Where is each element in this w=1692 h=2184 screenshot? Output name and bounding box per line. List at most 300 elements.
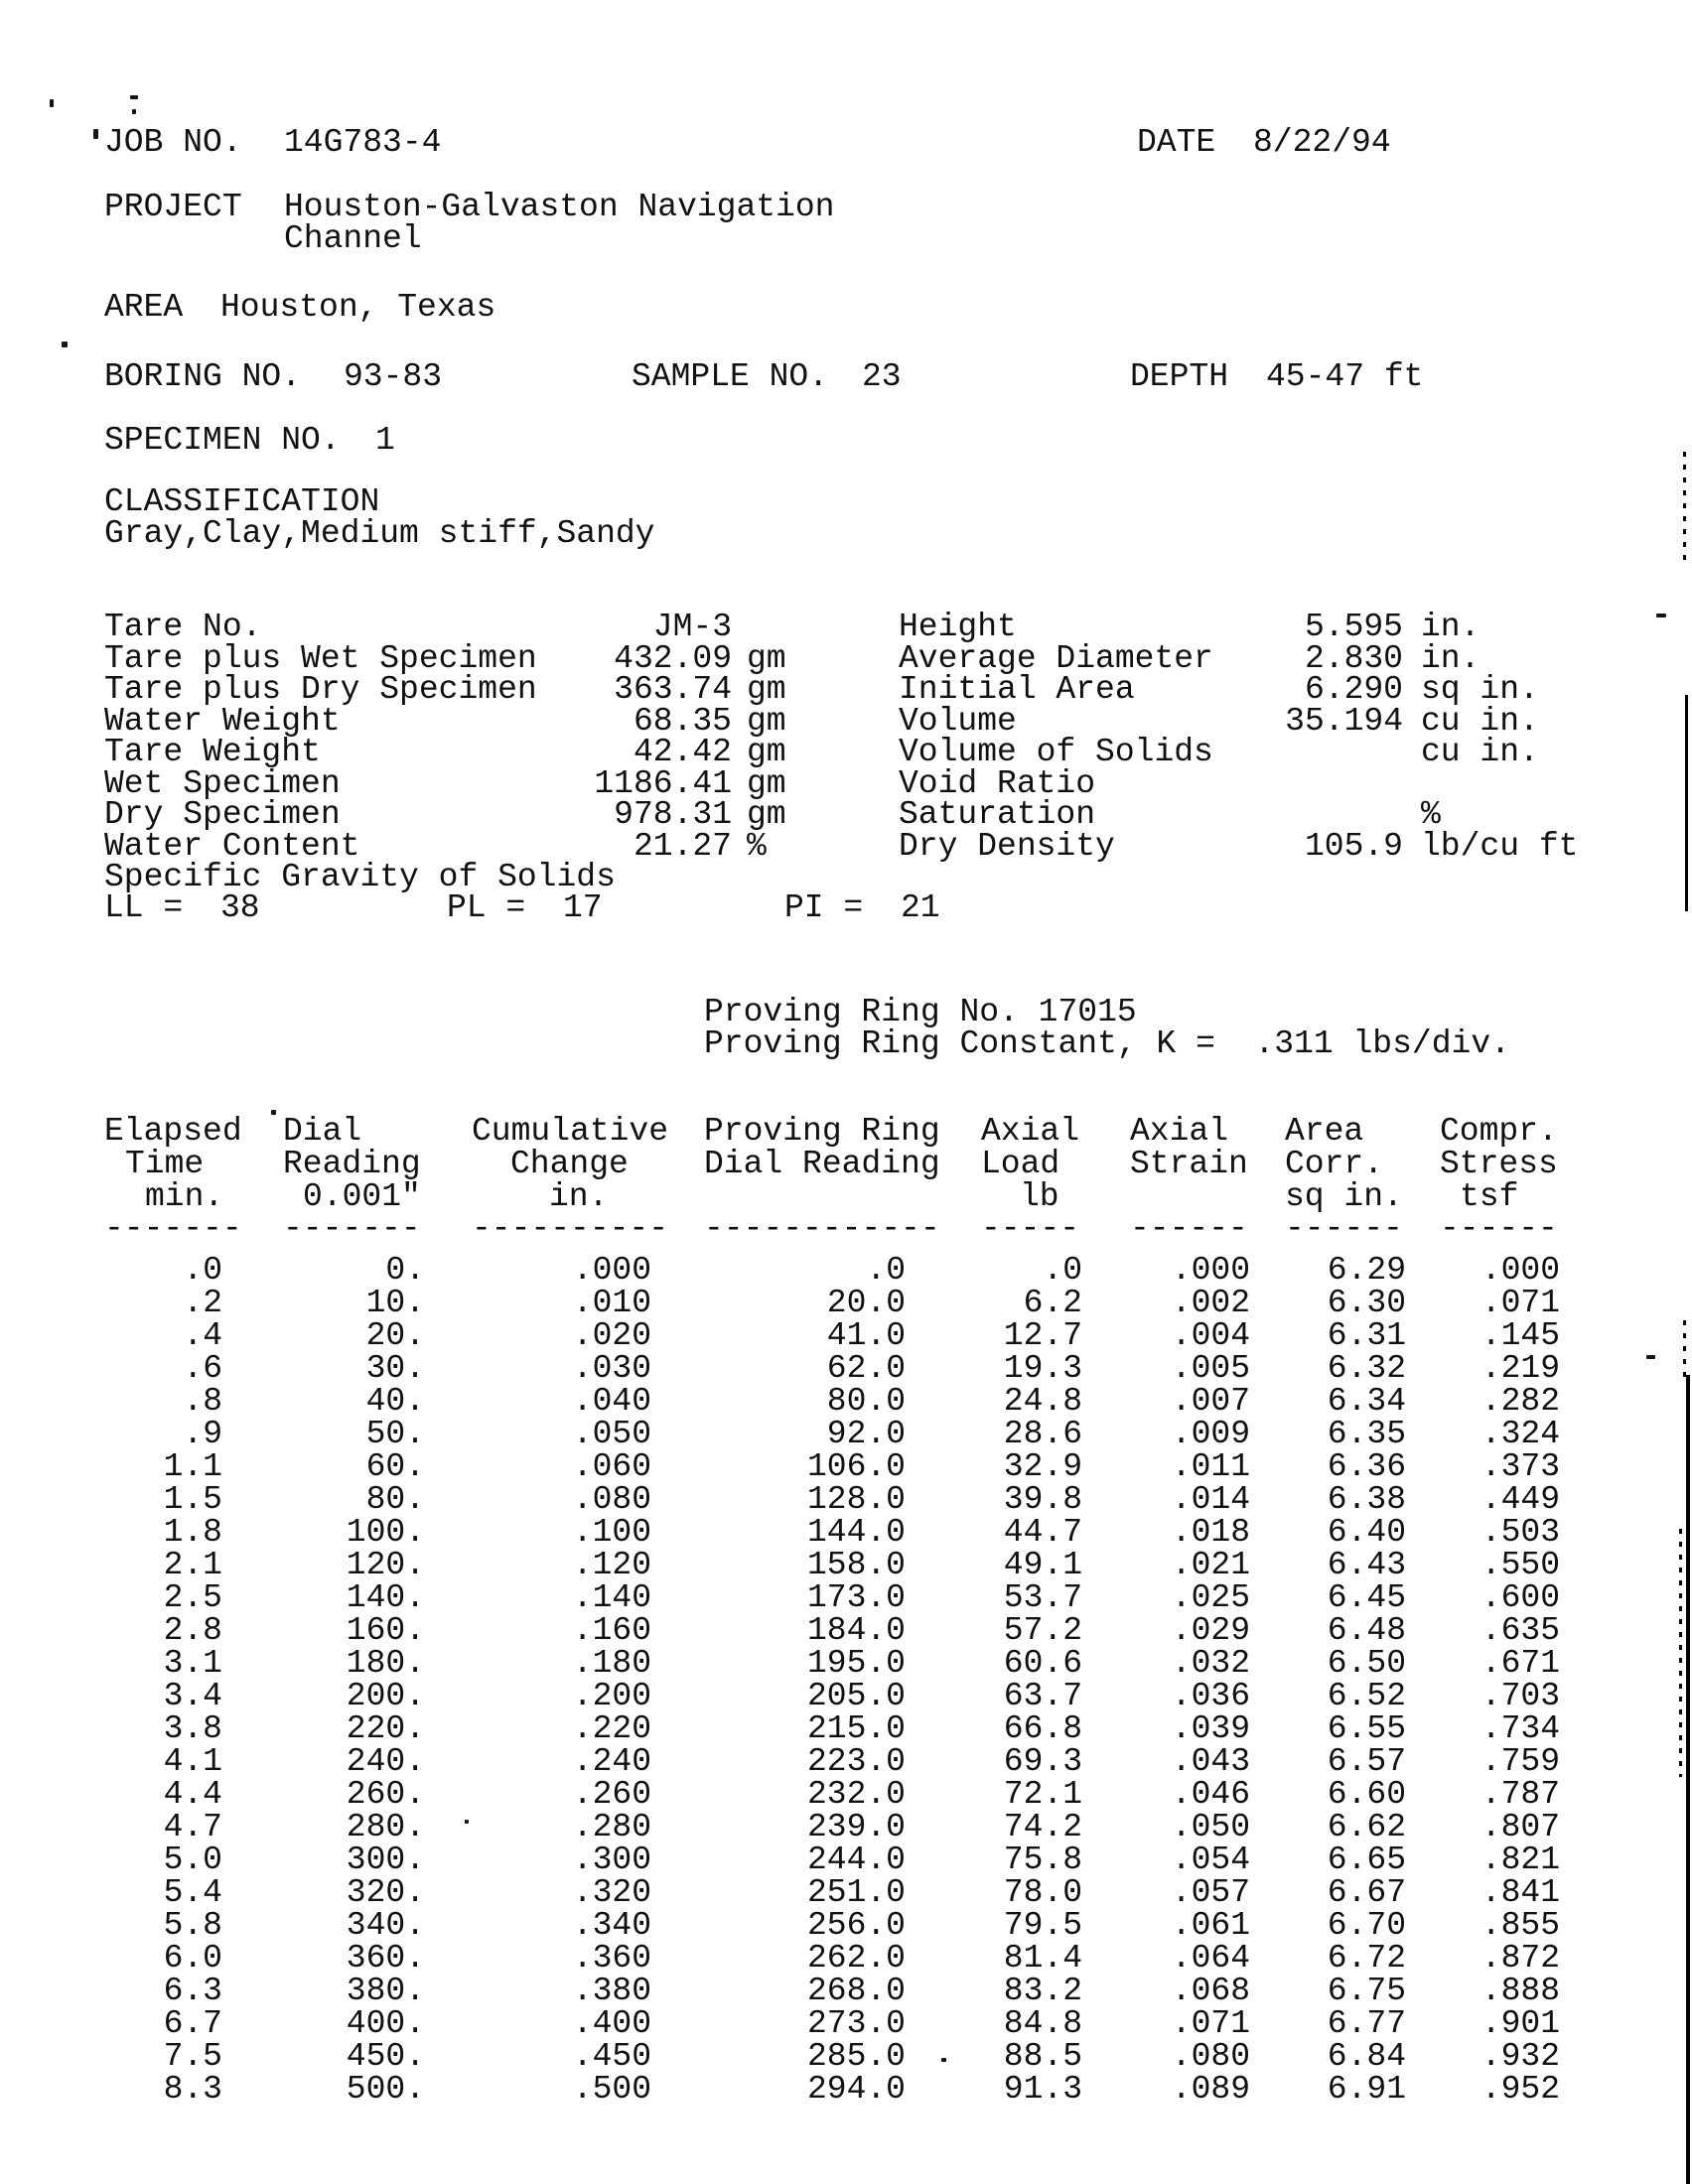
table-cell: 24.8 — [1003, 1383, 1082, 1420]
table-cell: .100 — [572, 1514, 651, 1551]
specimen-left-value: 363.74 — [614, 671, 732, 708]
specimen-right-label: Void Ratio — [899, 764, 1096, 802]
specimen-right-value: 105.9 — [1304, 827, 1403, 865]
scan-speck — [941, 2058, 946, 2062]
table-cell: .009 — [1171, 1416, 1250, 1452]
depth-value: 45-47 ft — [1266, 358, 1424, 395]
table-cell: 84.8 — [1003, 2005, 1082, 2042]
boring-no-value: 93-83 — [344, 358, 443, 395]
specimen-left-unit: gm — [747, 671, 786, 708]
table-cell: 6.32 — [1327, 1350, 1406, 1387]
specimen-right-unit: lb/cu ft — [1421, 827, 1579, 865]
specimen-right-label: Dry Density — [899, 827, 1115, 865]
scan-edge-dots — [1679, 1529, 1682, 1777]
table-cell: .635 — [1480, 1612, 1560, 1649]
table-cell: .014 — [1171, 1481, 1250, 1518]
table-cell: .029 — [1171, 1612, 1250, 1649]
scan-speck — [50, 99, 54, 107]
table-cell: 60.6 — [1003, 1645, 1082, 1682]
table-cell: .050 — [1171, 1809, 1250, 1845]
pl-value: 17 — [563, 889, 603, 926]
table-cell: 239.0 — [806, 1809, 906, 1845]
table-cell: .759 — [1480, 1743, 1560, 1780]
table-cell: 5.4 — [163, 1874, 222, 1911]
table-cell: 53.7 — [1003, 1579, 1082, 1616]
table-cell: .932 — [1480, 2038, 1560, 2075]
scan-edge-dots — [1683, 452, 1686, 566]
col-header-line1: Proving Ring — [704, 1113, 940, 1150]
table-cell: .260 — [572, 1776, 651, 1813]
col-header-line2: Stress — [1440, 1146, 1558, 1182]
table-cell: 6.48 — [1327, 1612, 1406, 1649]
table-cell: 60. — [365, 1448, 425, 1485]
specimen-right-label: Average Diameter — [899, 639, 1213, 677]
table-cell: .503 — [1480, 1514, 1560, 1551]
table-cell: .671 — [1480, 1645, 1560, 1682]
table-cell: 62.0 — [826, 1350, 906, 1387]
table-cell: 380. — [346, 1973, 425, 2009]
scan-edge-line — [1685, 695, 1688, 911]
table-cell: 223.0 — [806, 1743, 906, 1780]
table-cell: .6 — [183, 1350, 222, 1387]
table-cell: 400. — [346, 2005, 425, 2042]
table-cell: .046 — [1171, 1776, 1250, 1813]
specimen-right-label: Saturation — [899, 796, 1096, 833]
col-header-line2: Load — [981, 1146, 1060, 1182]
table-cell: 6.67 — [1327, 1874, 1406, 1911]
table-cell: .060 — [572, 1448, 651, 1485]
pi-value: 21 — [901, 889, 940, 926]
col-header-line1: Cumulative — [472, 1113, 669, 1150]
scan-edge-dots — [1683, 1320, 1686, 1380]
table-cell: 39.8 — [1003, 1481, 1082, 1518]
table-cell: .320 — [572, 1874, 651, 1911]
proving-ring-constant-line: Proving Ring Constant, K = .311 lbs/div. — [704, 1025, 1510, 1062]
table-cell: 40. — [365, 1383, 425, 1420]
table-cell: 184.0 — [806, 1612, 906, 1649]
table-cell: 63.7 — [1003, 1678, 1082, 1714]
specimen-left-value: 978.31 — [614, 796, 732, 833]
table-cell: .0 — [1043, 1252, 1082, 1289]
table-cell: .373 — [1480, 1448, 1560, 1485]
specimen-right-value: 6.290 — [1304, 671, 1403, 708]
area-value: Houston, Texas — [220, 289, 496, 326]
table-cell: 6.31 — [1327, 1317, 1406, 1354]
col-header-line2: Corr. — [1285, 1146, 1384, 1182]
boring-no-label: BORING NO. — [104, 358, 302, 395]
table-cell: .005 — [1171, 1350, 1250, 1387]
table-cell: .324 — [1480, 1416, 1560, 1452]
specimen-left-value: 1186.41 — [594, 764, 732, 802]
table-cell: .021 — [1171, 1547, 1250, 1583]
table-cell: 6.62 — [1327, 1809, 1406, 1845]
table-cell: .140 — [572, 1579, 651, 1616]
table-cell: .071 — [1171, 2005, 1250, 2042]
table-cell: .240 — [572, 1743, 651, 1780]
table-cell: 4.7 — [163, 1809, 222, 1845]
table-cell: .000 — [1171, 1252, 1250, 1289]
table-cell: .030 — [572, 1350, 651, 1387]
table-cell: 3.4 — [163, 1678, 222, 1714]
table-cell: .002 — [1171, 1285, 1250, 1321]
area-label: AREA — [104, 289, 184, 326]
col-header-rule: ------------ — [704, 1210, 940, 1247]
table-cell: 20. — [365, 1317, 425, 1354]
specimen-right-value: 35.194 — [1285, 702, 1403, 740]
table-cell: 6.2 — [1023, 1285, 1082, 1321]
table-cell: 294.0 — [806, 2071, 906, 2108]
table-cell: 215.0 — [806, 1710, 906, 1747]
table-cell: 72.1 — [1003, 1776, 1082, 1813]
project-value-line2: Channel — [284, 220, 422, 257]
table-cell: 144.0 — [806, 1514, 906, 1551]
table-cell: .807 — [1480, 1809, 1560, 1845]
table-cell: 6.45 — [1327, 1579, 1406, 1616]
table-cell: 6.91 — [1327, 2071, 1406, 2108]
specimen-right-label: Volume — [899, 702, 1017, 740]
table-cell: 5.0 — [163, 1842, 222, 1878]
table-cell: 320. — [346, 1874, 425, 1911]
table-cell: 120. — [346, 1547, 425, 1583]
table-cell: 140. — [346, 1579, 425, 1616]
specimen-right-label: Volume of Solids — [899, 734, 1213, 770]
col-header-line1: Dial — [283, 1113, 362, 1150]
table-cell: .200 — [572, 1678, 651, 1714]
table-cell: .010 — [572, 1285, 651, 1321]
table-cell: 268.0 — [806, 1973, 906, 2009]
table-cell: .734 — [1480, 1710, 1560, 1747]
table-cell: .0 — [866, 1252, 906, 1289]
table-cell: 81.4 — [1003, 1940, 1082, 1977]
table-cell: 0. — [385, 1252, 425, 1289]
table-cell: 251.0 — [806, 1874, 906, 1911]
table-cell: .071 — [1480, 1285, 1560, 1321]
date-value: 8/22/94 — [1253, 124, 1391, 161]
table-cell: .011 — [1171, 1448, 1250, 1485]
table-cell: .219 — [1480, 1350, 1560, 1387]
table-cell: .007 — [1171, 1383, 1250, 1420]
table-cell: 32.9 — [1003, 1448, 1082, 1485]
table-cell: 44.7 — [1003, 1514, 1082, 1551]
specimen-left-label: Water Content — [104, 827, 360, 865]
table-cell: .145 — [1480, 1317, 1560, 1354]
specimen-left-unit: gm — [747, 702, 786, 740]
table-cell: 6.38 — [1327, 1481, 1406, 1518]
table-cell: 6.50 — [1327, 1645, 1406, 1682]
col-header-line2: Reading — [283, 1146, 421, 1182]
table-cell: .300 — [572, 1842, 651, 1878]
table-cell: 2.5 — [163, 1579, 222, 1616]
specimen-left-unit: gm — [747, 764, 786, 802]
table-cell: .855 — [1480, 1907, 1560, 1944]
job-no-label: JOB NO. — [104, 124, 242, 161]
table-cell: 66.8 — [1003, 1710, 1082, 1747]
table-cell: .888 — [1480, 1973, 1560, 2009]
table-cell: 128.0 — [806, 1481, 906, 1518]
table-cell: 220. — [346, 1710, 425, 1747]
table-cell: .952 — [1480, 2071, 1560, 2108]
table-cell: 273.0 — [806, 2005, 906, 2042]
table-cell: .400 — [572, 2005, 651, 2042]
table-cell: .340 — [572, 1907, 651, 1944]
table-cell: .380 — [572, 1973, 651, 2009]
table-cell: .000 — [572, 1252, 651, 1289]
table-cell: 180. — [346, 1645, 425, 1682]
specimen-left-label: Tare plus Dry Specimen — [104, 671, 537, 708]
table-cell: 6.72 — [1327, 1940, 1406, 1977]
table-cell: 3.8 — [163, 1710, 222, 1747]
table-cell: .025 — [1171, 1579, 1250, 1616]
col-header-line3: lb — [1020, 1178, 1059, 1215]
ll-label: LL = — [104, 889, 184, 926]
col-header-line3: 0.001" — [303, 1178, 421, 1215]
table-cell: 232.0 — [806, 1776, 906, 1813]
table-cell: .841 — [1480, 1874, 1560, 1911]
table-cell: 6.29 — [1327, 1252, 1406, 1289]
project-value-line1: Houston-Galvaston Navigation — [284, 189, 835, 225]
table-cell: 91.3 — [1003, 2071, 1082, 2108]
table-cell: .282 — [1480, 1383, 1560, 1420]
scan-speck — [271, 1110, 276, 1115]
specimen-left-value: 68.35 — [633, 702, 732, 740]
specimen-left-value: 42.42 — [633, 734, 732, 770]
table-cell: 6.3 — [163, 1973, 222, 2009]
table-cell: 195.0 — [806, 1645, 906, 1682]
table-cell: 6.52 — [1327, 1678, 1406, 1714]
table-cell: .8 — [183, 1383, 222, 1420]
table-cell: .220 — [572, 1710, 651, 1747]
specimen-right-unit: in. — [1421, 609, 1480, 645]
table-cell: 1.8 — [163, 1514, 222, 1551]
table-cell: 8.3 — [163, 2071, 222, 2108]
table-cell: 262.0 — [806, 1940, 906, 1977]
col-header-rule: ---------- — [472, 1210, 669, 1247]
col-header-line3: sq in. — [1285, 1178, 1403, 1215]
table-cell: 10. — [365, 1285, 425, 1321]
table-cell: .703 — [1480, 1678, 1560, 1714]
specimen-right-value: 5.595 — [1304, 609, 1403, 645]
table-cell: .036 — [1171, 1678, 1250, 1714]
col-header-line3: min. — [145, 1178, 224, 1215]
col-header-line2: Dial Reading — [704, 1146, 940, 1182]
specimen-left-label: Tare Weight — [104, 734, 321, 770]
table-cell: 280. — [346, 1809, 425, 1845]
specimen-left-unit: gm — [747, 796, 786, 833]
table-cell: 1.5 — [163, 1481, 222, 1518]
table-cell: 92.0 — [826, 1416, 906, 1452]
col-header-line3: in. — [549, 1178, 609, 1215]
specimen-right-unit: sq in. — [1421, 671, 1539, 708]
table-cell: .872 — [1480, 1940, 1560, 1977]
scan-speck — [93, 129, 98, 139]
table-cell: 6.43 — [1327, 1547, 1406, 1583]
col-header-rule: ------- — [104, 1210, 242, 1247]
table-cell: .180 — [572, 1645, 651, 1682]
scan-speck — [132, 109, 136, 114]
specimen-left-label: Dry Specimen — [104, 796, 341, 833]
date-label: DATE — [1137, 124, 1216, 161]
col-header-rule: ------- — [283, 1210, 421, 1247]
table-cell: 6.0 — [163, 1940, 222, 1977]
table-cell: .901 — [1480, 2005, 1560, 2042]
table-cell: 28.6 — [1003, 1416, 1082, 1452]
specimen-right-label: Initial Area — [899, 671, 1135, 708]
table-cell: .600 — [1480, 1579, 1560, 1616]
specimen-left-value: JM-3 — [652, 609, 732, 645]
pl-label: PL = — [447, 889, 526, 926]
col-header-line2: Time — [125, 1146, 205, 1182]
table-cell: 69.3 — [1003, 1743, 1082, 1780]
table-cell: 6.30 — [1327, 1285, 1406, 1321]
table-cell: 57.2 — [1003, 1612, 1082, 1649]
job-no-value: 14G783-4 — [284, 124, 442, 161]
table-cell: 6.77 — [1327, 2005, 1406, 2042]
table-cell: .089 — [1171, 2071, 1250, 2108]
table-cell: .020 — [572, 1317, 651, 1354]
table-cell: 256.0 — [806, 1907, 906, 1944]
col-header-line2: Change — [510, 1146, 629, 1182]
specimen-left-label: Water Weight — [104, 702, 341, 740]
classification-value: Gray,Clay,Medium stiff,Sandy — [104, 515, 655, 552]
table-cell: 7.5 — [163, 2038, 222, 2075]
scan-speck — [62, 341, 68, 347]
table-cell: 2.1 — [163, 1547, 222, 1583]
table-cell: 80. — [365, 1481, 425, 1518]
table-cell: 6.55 — [1327, 1710, 1406, 1747]
table-cell: 6.35 — [1327, 1416, 1406, 1452]
table-cell: 450. — [346, 2038, 425, 2075]
table-cell: .032 — [1171, 1645, 1250, 1682]
col-header-line1: Axial — [981, 1113, 1080, 1150]
scan-speck — [1646, 1355, 1655, 1359]
table-cell: 49.1 — [1003, 1547, 1082, 1583]
specimen-right-unit: cu in. — [1421, 734, 1539, 770]
table-cell: 50. — [365, 1416, 425, 1452]
table-cell: 160. — [346, 1612, 425, 1649]
table-cell: 100. — [346, 1514, 425, 1551]
specimen-right-unit: in. — [1421, 639, 1480, 677]
specimen-left-value: 432.09 — [614, 639, 732, 677]
table-cell: 500. — [346, 2071, 425, 2108]
depth-label: DEPTH — [1130, 358, 1229, 395]
table-cell: .2 — [183, 1285, 222, 1321]
table-cell: 6.60 — [1327, 1776, 1406, 1813]
col-header-line1: Area — [1285, 1113, 1364, 1150]
table-cell: 4.1 — [163, 1743, 222, 1780]
table-cell: 74.2 — [1003, 1809, 1082, 1845]
table-cell: .061 — [1171, 1907, 1250, 1944]
scan-speck — [130, 95, 138, 99]
pi-label: PI = — [784, 889, 864, 926]
sample-no-value: 23 — [862, 358, 902, 395]
table-cell: 173.0 — [806, 1579, 906, 1616]
table-cell: .043 — [1171, 1743, 1250, 1780]
specimen-right-unit: cu in. — [1421, 702, 1539, 740]
table-cell: 78.0 — [1003, 1874, 1082, 1911]
table-cell: 300. — [346, 1842, 425, 1878]
table-cell: .039 — [1171, 1710, 1250, 1747]
table-cell: 19.3 — [1003, 1350, 1082, 1387]
specimen-right-value: 2.830 — [1304, 639, 1403, 677]
table-cell: .120 — [572, 1547, 651, 1583]
specimen-left-unit: gm — [747, 639, 786, 677]
scan-edge-line — [1686, 1375, 1690, 2184]
table-cell: 1.1 — [163, 1448, 222, 1485]
specimen-right-unit: % — [1421, 796, 1441, 833]
col-header-rule: ----- — [981, 1210, 1080, 1247]
project-label: PROJECT — [104, 189, 242, 225]
table-cell: 285.0 — [806, 2038, 906, 2075]
specimen-no-value: 1 — [375, 422, 395, 459]
table-cell: .080 — [572, 1481, 651, 1518]
specimen-left-value: 21.27 — [633, 827, 732, 865]
table-cell: 4.4 — [163, 1776, 222, 1813]
table-cell: 106.0 — [806, 1448, 906, 1485]
table-cell: .450 — [572, 2038, 651, 2075]
table-cell: 6.36 — [1327, 1448, 1406, 1485]
table-cell: 5.8 — [163, 1907, 222, 1944]
table-cell: .0 — [183, 1252, 222, 1289]
specimen-no-label: SPECIMEN NO. — [104, 422, 341, 459]
table-cell: .280 — [572, 1809, 651, 1845]
table-cell: .4 — [183, 1317, 222, 1354]
table-cell: .050 — [572, 1416, 651, 1452]
table-cell: 6.70 — [1327, 1907, 1406, 1944]
col-header-rule: ------ — [1440, 1210, 1558, 1247]
table-cell: 360. — [346, 1940, 425, 1977]
specimen-left-label: Tare plus Wet Specimen — [104, 639, 537, 677]
table-cell: .080 — [1171, 2038, 1250, 2075]
table-cell: 6.7 — [163, 2005, 222, 2042]
table-cell: 240. — [346, 1743, 425, 1780]
table-cell: .787 — [1480, 1776, 1560, 1813]
table-cell: 88.5 — [1003, 2038, 1082, 2075]
col-header-line2: Strain — [1130, 1146, 1248, 1182]
col-header-line1: Axial — [1130, 1113, 1229, 1150]
table-cell: 158.0 — [806, 1547, 906, 1583]
table-cell: .054 — [1171, 1842, 1250, 1878]
table-cell: .821 — [1480, 1842, 1560, 1878]
table-cell: 205.0 — [806, 1678, 906, 1714]
col-header-rule: ------ — [1130, 1210, 1248, 1247]
scan-speck — [1656, 614, 1666, 617]
table-cell: .018 — [1171, 1514, 1250, 1551]
col-header-rule: ------ — [1285, 1210, 1403, 1247]
table-cell: 6.34 — [1327, 1383, 1406, 1420]
table-cell: .000 — [1480, 1252, 1560, 1289]
table-cell: 340. — [346, 1907, 425, 1944]
table-cell: 200. — [346, 1678, 425, 1714]
table-cell: 41.0 — [826, 1317, 906, 1354]
table-cell: 80.0 — [826, 1383, 906, 1420]
col-header-line1: Compr. — [1440, 1113, 1558, 1150]
specimen-left-label: Wet Specimen — [104, 764, 341, 802]
table-cell: 20.0 — [826, 1285, 906, 1321]
table-cell: 6.57 — [1327, 1743, 1406, 1780]
ll-value: 38 — [220, 889, 260, 926]
table-cell: .500 — [572, 2071, 651, 2108]
table-cell: .9 — [183, 1416, 222, 1452]
scan-speck — [465, 1820, 469, 1824]
table-cell: .064 — [1171, 1940, 1250, 1977]
table-cell: .449 — [1480, 1481, 1560, 1518]
table-cell: 12.7 — [1003, 1317, 1082, 1354]
table-cell: 6.40 — [1327, 1514, 1406, 1551]
table-cell: .068 — [1171, 1973, 1250, 2009]
specimen-left-unit: % — [747, 827, 767, 865]
table-cell: .057 — [1171, 1874, 1250, 1911]
table-cell: 6.84 — [1327, 2038, 1406, 2075]
